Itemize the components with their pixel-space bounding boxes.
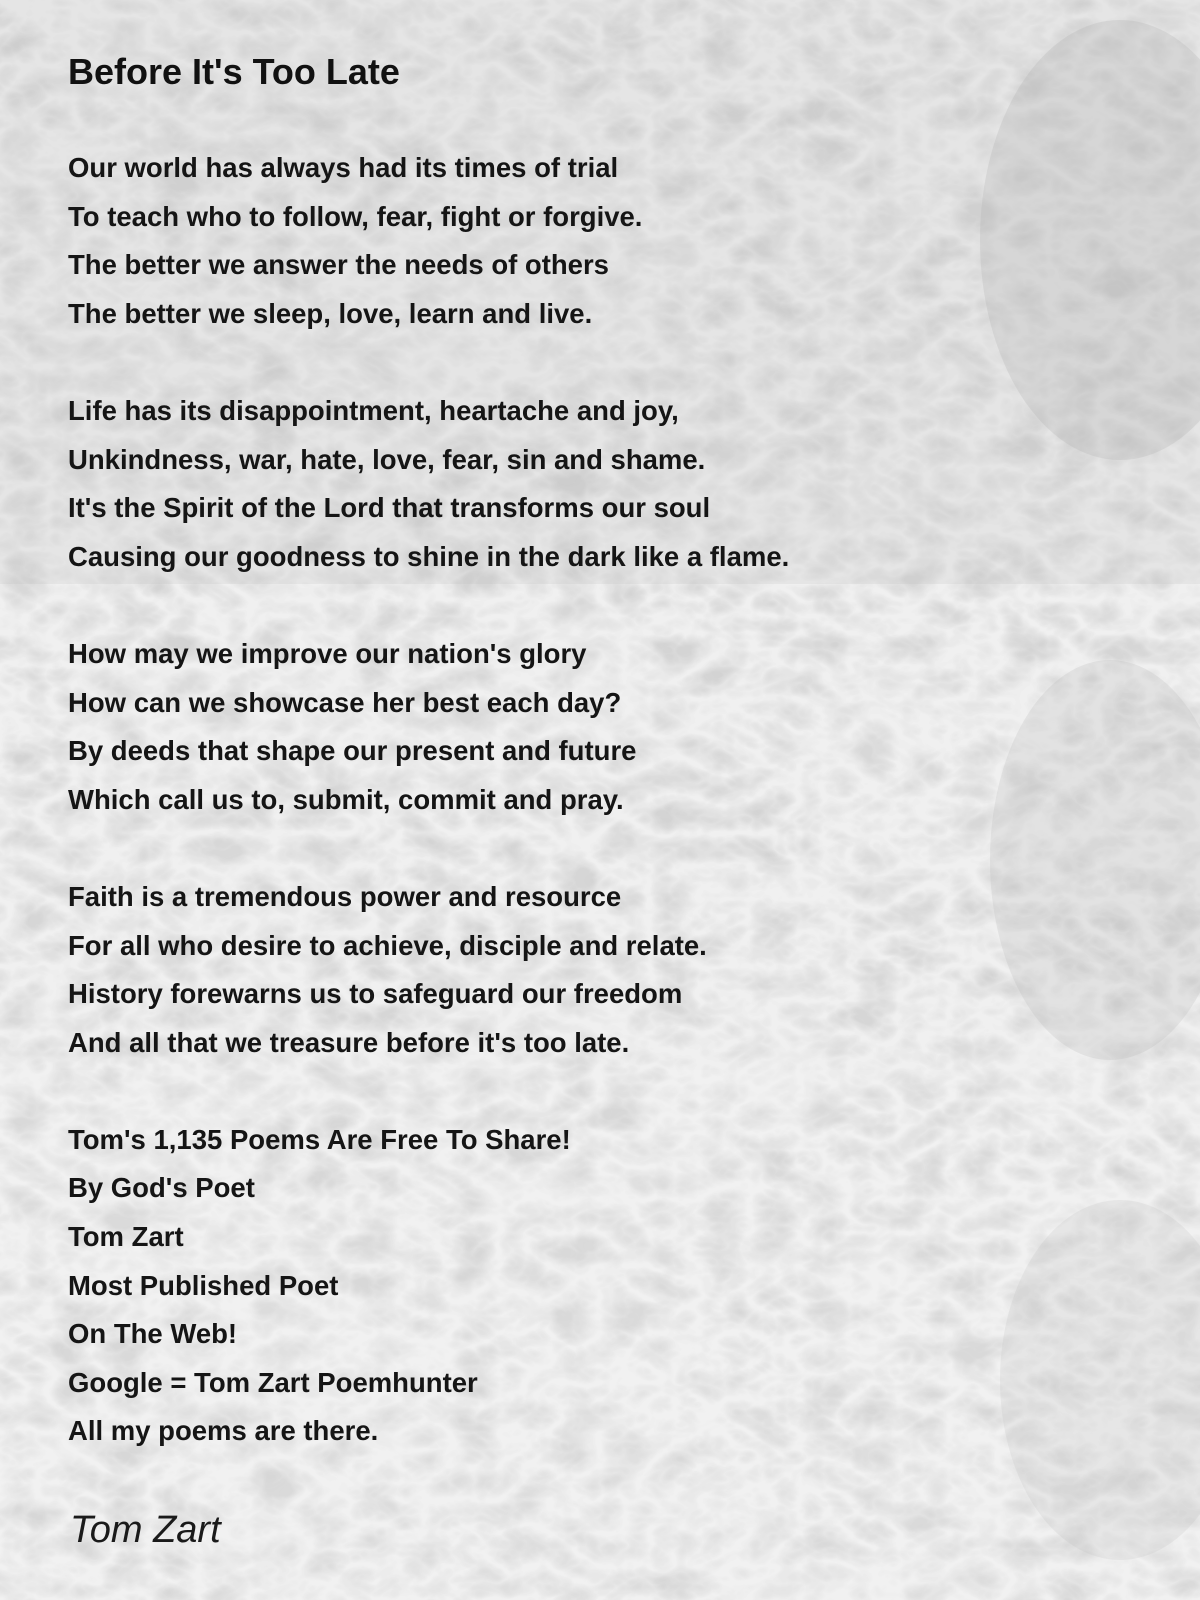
poem-line: Google = Tom Zart Poemhunter xyxy=(68,1366,478,1398)
poem-line: On The Web! xyxy=(68,1318,238,1350)
poem-line: Causing our goodness to shine in the dark like a flame. xyxy=(68,540,790,572)
poem-line: By deeds that shape our present and future xyxy=(68,735,637,767)
poem-line: To teach who to follow, fear, fight or forgive. xyxy=(68,200,643,232)
stanza-4 xyxy=(68,873,1148,1067)
stanza-spacer xyxy=(68,1067,1148,1116)
poem-line: Life has its disappointment, heartache and joy, xyxy=(68,394,679,426)
poem-line: Unkindness, war, hate, love, fear, sin and shame. xyxy=(68,443,706,475)
stanza-5-author-note xyxy=(68,1116,1148,1456)
poem-line: It's the Spirit of the Lord that transforms our soul xyxy=(68,492,711,524)
poem-page xyxy=(68,44,1148,1456)
poem-line: By God's Poet xyxy=(68,1172,255,1204)
stanza-1 xyxy=(68,144,1148,338)
title-spacer xyxy=(68,100,1148,144)
poem-line: How can we showcase her best each day? xyxy=(68,686,622,718)
poem-line: Tom's 1,135 Poems Are Free To Share! xyxy=(68,1123,571,1155)
poem-line: Most Published Poet xyxy=(68,1269,339,1301)
poem-line: For all who desire to achieve, disciple and relate. xyxy=(68,929,707,961)
stanza-spacer xyxy=(68,581,1148,630)
poem-line: Which call us to, submit, commit and pray. xyxy=(68,783,624,815)
poem-line: And all that we treasure before it's too late. xyxy=(68,1026,630,1058)
poem-line: The better we answer the needs of others xyxy=(68,249,609,281)
stanza-spacer xyxy=(68,338,1148,387)
poem-line: Tom Zart xyxy=(68,1221,184,1253)
poem-title: Before It's Too Late xyxy=(68,51,400,92)
poem-line: The better we sleep, love, learn and live. xyxy=(68,297,593,329)
poem-line: History forewarns us to safeguard our freedom xyxy=(68,978,683,1010)
stanza-spacer xyxy=(68,824,1148,873)
poem-line: Faith is a tremendous power and resource xyxy=(68,880,622,912)
poem-line: All my poems are there. xyxy=(68,1415,379,1447)
stanza-2 xyxy=(68,387,1148,581)
author-signature: Tom Zart xyxy=(70,1509,221,1551)
stanza-3 xyxy=(68,630,1148,824)
poem-line: Our world has always had its times of trial xyxy=(68,152,619,183)
poem-line: How may we improve our nation's glory xyxy=(68,637,587,669)
